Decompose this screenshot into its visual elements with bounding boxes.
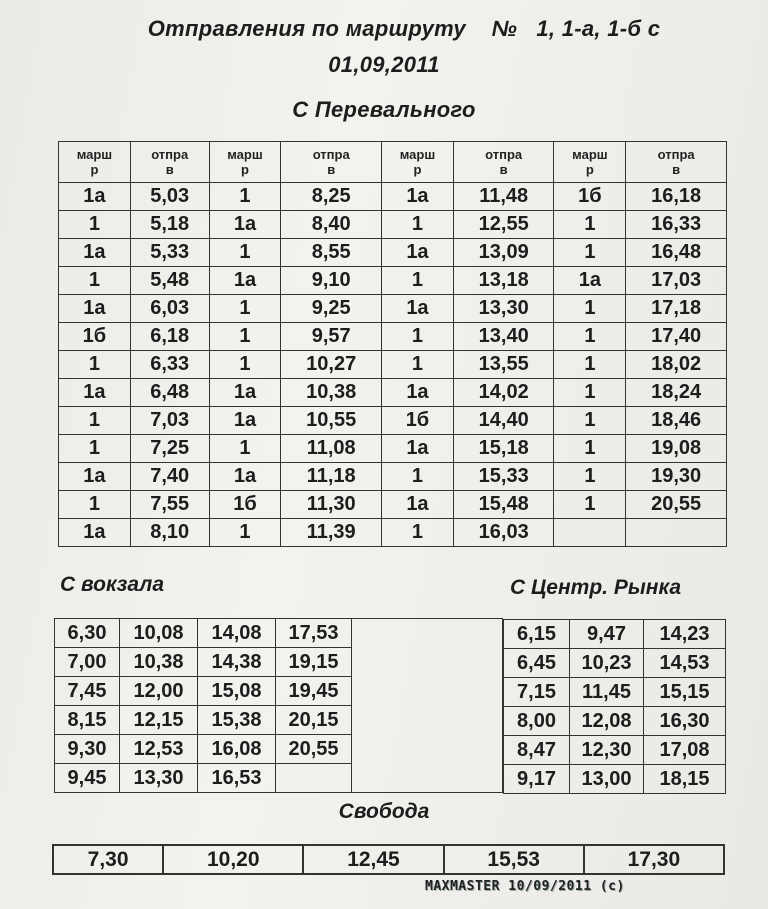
schedule-table-svoboda	[52, 844, 725, 875]
table-cell: 16,33	[626, 211, 727, 239]
table-cell: 1	[209, 239, 281, 267]
table-cell: 1а	[209, 211, 281, 239]
table-row	[504, 765, 726, 794]
table-cell: 1а	[209, 379, 281, 407]
table-cell: 10,27	[281, 351, 382, 379]
table-cell: 1	[59, 407, 131, 435]
column-header: марш р	[382, 142, 454, 183]
table-cell: 7,15	[504, 678, 570, 707]
table-cell: 1	[209, 183, 281, 211]
table-cell: 17,40	[626, 323, 727, 351]
table-cell: 1	[59, 435, 131, 463]
table-cell: 9,45	[55, 764, 120, 793]
table-cell	[626, 519, 727, 547]
table-cell: 15,33	[453, 463, 554, 491]
table-cell: 15,18	[453, 435, 554, 463]
table-cell: 16,08	[198, 735, 276, 764]
page-title: Отправления по маршруту № 1, 1-а, 1-б с	[147, 16, 661, 41]
table-cell: 15,15	[644, 678, 726, 707]
table-cell: 16,03	[453, 519, 554, 547]
table-cell: 1б	[59, 323, 131, 351]
table-cell: 1а	[209, 463, 281, 491]
column-header: отпра в	[453, 142, 554, 183]
schedule-table-perevalnoe	[58, 141, 727, 547]
table-cell: 11,45	[570, 678, 644, 707]
table-row	[504, 649, 726, 678]
table-cell: 1	[59, 351, 131, 379]
table-cell: 12,45	[303, 845, 443, 874]
table-cell: 16,53	[198, 764, 276, 793]
table-cell: 8,25	[281, 183, 382, 211]
table-cell: 1а	[59, 519, 131, 547]
table-cell: 5,48	[130, 267, 209, 295]
table-row	[59, 183, 727, 211]
table-cell: 8,47	[504, 736, 570, 765]
table-cell: 19,08	[626, 435, 727, 463]
table-row	[59, 435, 727, 463]
table-cell: 1б	[554, 183, 626, 211]
table-cell: 17,30	[584, 845, 724, 874]
table-cell: 1а	[382, 491, 454, 519]
table-row	[59, 211, 727, 239]
table-cell: 1	[209, 323, 281, 351]
table-cell: 13,30	[453, 295, 554, 323]
table-cell: 1	[554, 463, 626, 491]
table-cell: 1а	[382, 239, 454, 267]
table-cell: 15,53	[444, 845, 584, 874]
table-cell: 13,18	[453, 267, 554, 295]
table-cell	[554, 519, 626, 547]
table-cell: 1а	[209, 407, 281, 435]
table-body	[504, 620, 726, 794]
table-cell: 10,20	[163, 845, 303, 874]
table-cell: 9,17	[504, 765, 570, 794]
column-header: марш р	[209, 142, 281, 183]
table-cell: 1а	[382, 183, 454, 211]
table-cell: 18,15	[644, 765, 726, 794]
table-cell: 6,33	[130, 351, 209, 379]
table-cell: 7,40	[130, 463, 209, 491]
footer-credit: MAXMASTER 10/09/2011 (c)	[425, 879, 625, 894]
section-title-svoboda: Свобода	[338, 800, 430, 823]
table-cell: 16,48	[626, 239, 727, 267]
table-cell: 19,30	[626, 463, 727, 491]
table-cell: 1	[59, 211, 131, 239]
table-row	[55, 619, 503, 648]
table-cell: 12,08	[570, 707, 644, 736]
table-cell: 1	[382, 463, 454, 491]
table-row	[59, 407, 727, 435]
column-header: марш р	[59, 142, 131, 183]
table-cell: 1а	[554, 267, 626, 295]
table-cell: 1	[382, 519, 454, 547]
table-cell: 17,03	[626, 267, 727, 295]
table-row	[59, 379, 727, 407]
table-cell: 8,55	[281, 239, 382, 267]
table-cell: 1а	[382, 435, 454, 463]
table-cell: 14,08	[198, 619, 276, 648]
table-cell: 1а	[59, 295, 131, 323]
table-cell: 7,55	[130, 491, 209, 519]
table-cell: 12,00	[120, 677, 198, 706]
table-cell: 5,03	[130, 183, 209, 211]
table-cell: 13,30	[120, 764, 198, 793]
table-cell: 1а	[382, 295, 454, 323]
table-cell: 1а	[59, 183, 131, 211]
table-cell: 18,02	[626, 351, 727, 379]
table-cell: 15,08	[198, 677, 276, 706]
table-cell: 11,18	[281, 463, 382, 491]
table-cell: 1	[554, 295, 626, 323]
table-row	[59, 239, 727, 267]
section-title-perevalnoe: С Перевального	[292, 97, 476, 122]
table-body	[55, 619, 503, 793]
table-cell: 12,55	[453, 211, 554, 239]
table-row	[59, 295, 727, 323]
table-cell: 6,15	[504, 620, 570, 649]
table-cell: 1	[554, 407, 626, 435]
table-cell: 7,03	[130, 407, 209, 435]
table-row	[59, 491, 727, 519]
table-cell: 9,25	[281, 295, 382, 323]
table-cell: 7,30	[53, 845, 163, 874]
table-cell: 1а	[59, 239, 131, 267]
table-cell: 17,53	[276, 619, 352, 648]
table-cell: 1а	[209, 267, 281, 295]
table-cell: 11,30	[281, 491, 382, 519]
table-cell: 6,45	[504, 649, 570, 678]
section-title-vokzal: С вокзала	[60, 573, 165, 596]
table-cell: 13,09	[453, 239, 554, 267]
table-cell: 1	[554, 351, 626, 379]
column-header: отпра в	[130, 142, 209, 183]
page-date: 01,09,2011	[328, 52, 440, 77]
table-cell: 7,45	[55, 677, 120, 706]
column-header: отпра в	[281, 142, 382, 183]
table-cell: 1а	[59, 379, 131, 407]
table-header-row	[59, 142, 727, 183]
table-cell: 20,55	[276, 735, 352, 764]
table-cell: 6,03	[130, 295, 209, 323]
table-cell: 17,18	[626, 295, 727, 323]
table-cell: 19,45	[276, 677, 352, 706]
table-cell: 1	[554, 491, 626, 519]
table-cell	[276, 764, 352, 793]
schedule-table-rynok	[503, 619, 726, 794]
table-cell: 18,24	[626, 379, 727, 407]
table-cell: 18,46	[626, 407, 727, 435]
table-cell: 15,38	[198, 706, 276, 735]
table-cell: 11,39	[281, 519, 382, 547]
column-header: отпра в	[626, 142, 727, 183]
table-cell: 5,18	[130, 211, 209, 239]
table-cell: 9,30	[55, 735, 120, 764]
table-cell: 6,48	[130, 379, 209, 407]
table-cell: 9,47	[570, 620, 644, 649]
table-cell: 17,08	[644, 736, 726, 765]
table-cell: 1а	[59, 463, 131, 491]
table-row	[53, 845, 724, 874]
table-cell: 14,40	[453, 407, 554, 435]
table-cell: 10,38	[120, 648, 198, 677]
table-cell: 9,10	[281, 267, 382, 295]
table-cell: 8,10	[130, 519, 209, 547]
table-cell: 1б	[209, 491, 281, 519]
table-cell: 1	[209, 519, 281, 547]
section-title-rynok: С Центр. Рынка	[510, 576, 682, 599]
table-cell: 8,40	[281, 211, 382, 239]
table-cell: 9,57	[281, 323, 382, 351]
table-cell: 12,30	[570, 736, 644, 765]
table-body	[59, 183, 727, 547]
table-cell: 10,23	[570, 649, 644, 678]
table-cell: 16,18	[626, 183, 727, 211]
column-header: марш р	[554, 142, 626, 183]
table-cell: 12,15	[120, 706, 198, 735]
table-cell: 13,00	[570, 765, 644, 794]
table-cell: 6,30	[55, 619, 120, 648]
table-row	[59, 519, 727, 547]
table-cell: 13,55	[453, 351, 554, 379]
table-cell: 1	[554, 435, 626, 463]
table-cell: 1б	[382, 407, 454, 435]
table-cell: 1	[382, 267, 454, 295]
table-cell: 11,08	[281, 435, 382, 463]
table-cell: 7,00	[55, 648, 120, 677]
table-cell: 5,33	[130, 239, 209, 267]
table-cell: 1	[59, 491, 131, 519]
table-cell: 1	[554, 379, 626, 407]
table-cell: 10,55	[281, 407, 382, 435]
table-cell: 6,18	[130, 323, 209, 351]
table-row	[504, 736, 726, 765]
empty-cell	[352, 619, 503, 793]
table-cell: 1	[554, 239, 626, 267]
table-cell: 15,48	[453, 491, 554, 519]
table-cell: 14,53	[644, 649, 726, 678]
table-cell: 7,25	[130, 435, 209, 463]
table-cell: 14,02	[453, 379, 554, 407]
table-cell: 1	[209, 351, 281, 379]
table-row	[504, 678, 726, 707]
table-cell: 1	[209, 435, 281, 463]
table-row	[59, 323, 727, 351]
table-row	[59, 267, 727, 295]
table-cell: 20,55	[626, 491, 727, 519]
schedule-table-vokzal	[54, 618, 503, 793]
table-cell: 14,23	[644, 620, 726, 649]
table-cell: 12,53	[120, 735, 198, 764]
table-cell: 13,40	[453, 323, 554, 351]
table-row	[504, 620, 726, 649]
table-cell: 11,48	[453, 183, 554, 211]
table-row	[504, 707, 726, 736]
table-cell: 14,38	[198, 648, 276, 677]
table-cell: 1	[554, 211, 626, 239]
table-cell: 19,15	[276, 648, 352, 677]
table-cell: 1а	[382, 379, 454, 407]
table-cell: 8,15	[55, 706, 120, 735]
table-row	[59, 351, 727, 379]
table-cell: 1	[209, 295, 281, 323]
table-cell: 8,00	[504, 707, 570, 736]
table-cell: 10,08	[120, 619, 198, 648]
table-cell: 16,30	[644, 707, 726, 736]
table-cell: 1	[382, 211, 454, 239]
table-cell: 1	[382, 323, 454, 351]
table-cell: 1	[59, 267, 131, 295]
table-cell: 1	[554, 323, 626, 351]
table-cell: 10,38	[281, 379, 382, 407]
table-row	[59, 463, 727, 491]
table-cell: 20,15	[276, 706, 352, 735]
table-cell: 1	[382, 351, 454, 379]
